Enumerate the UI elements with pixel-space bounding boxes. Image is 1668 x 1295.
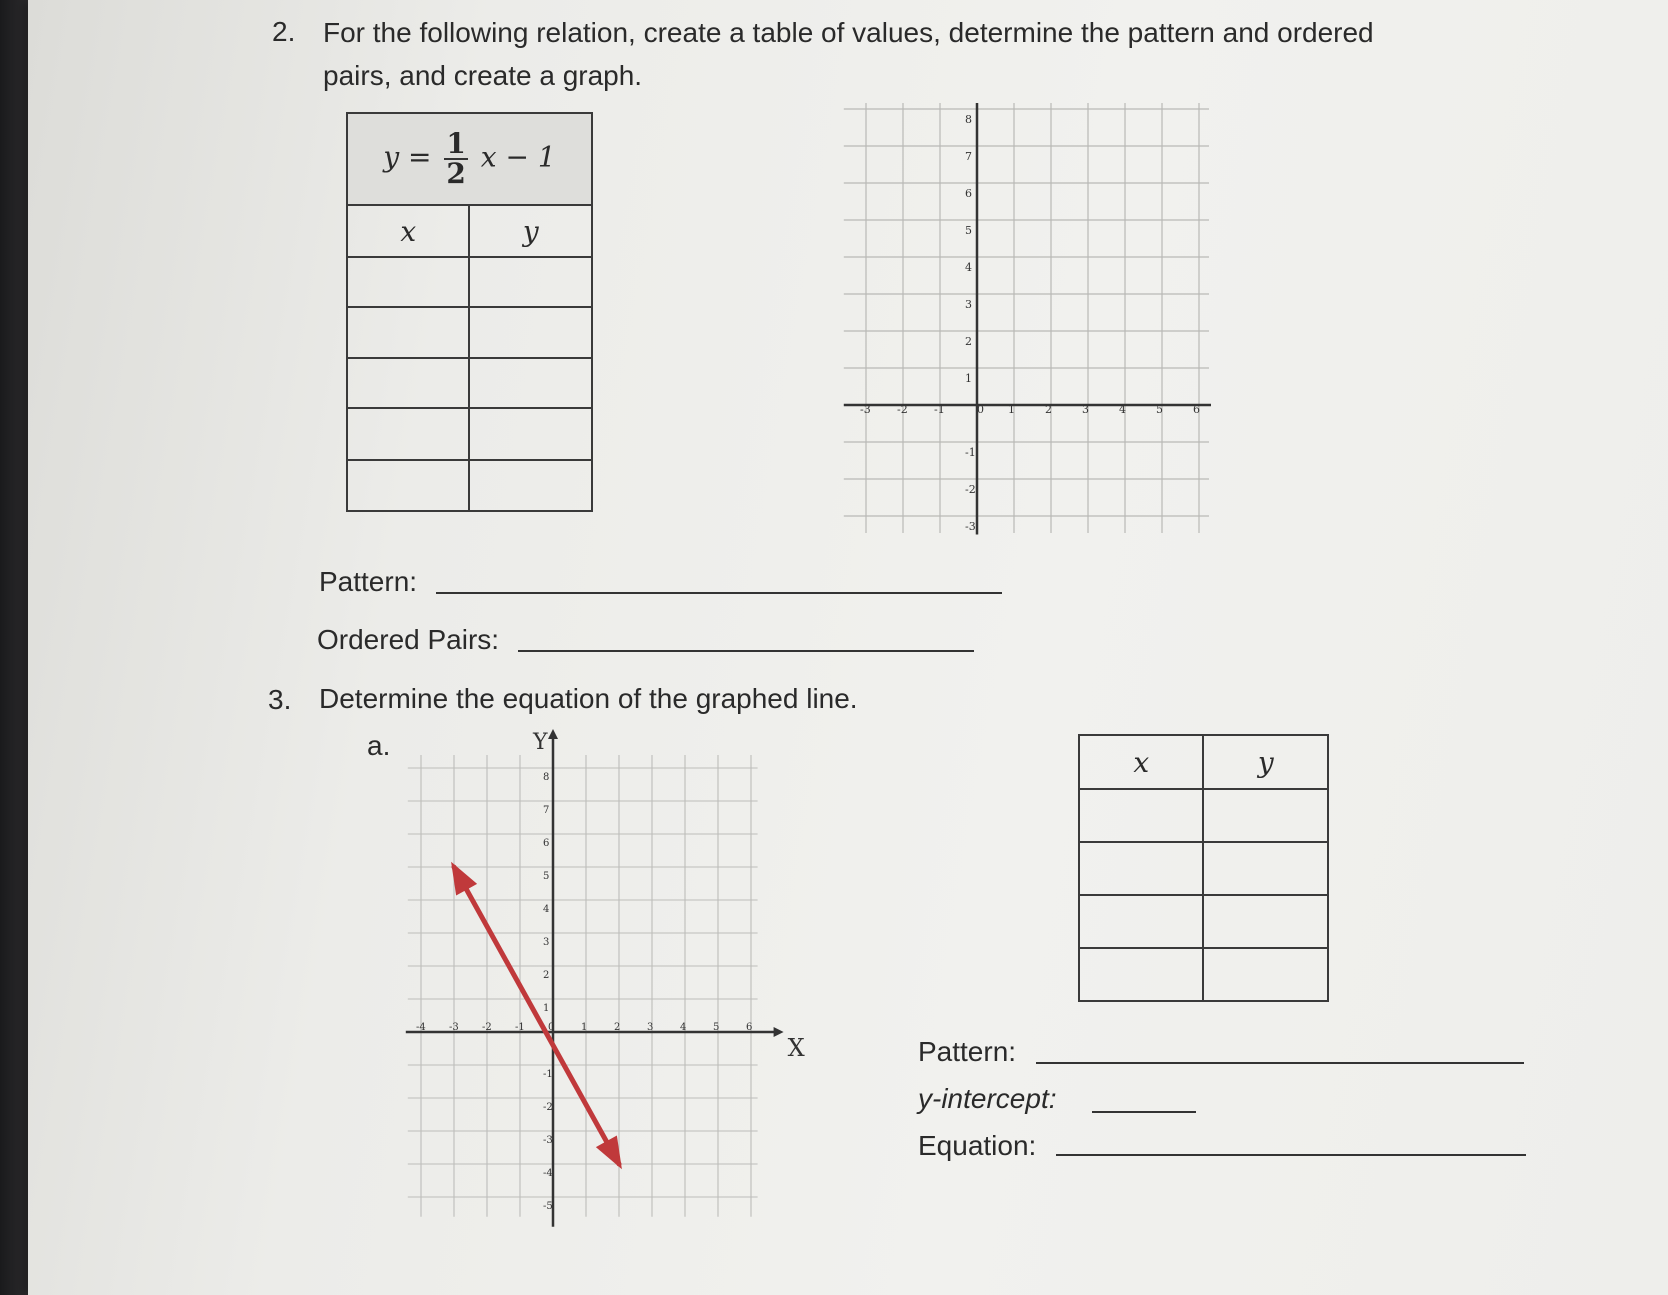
q3-col-header-x: x bbox=[1079, 735, 1203, 789]
q2-cell-y[interactable] bbox=[469, 307, 592, 358]
x-tick-label: 6 bbox=[746, 1022, 753, 1033]
x-tick-label: -4 bbox=[416, 1022, 426, 1033]
q2-cell-x[interactable] bbox=[347, 307, 469, 358]
y-tick-label: 1 bbox=[543, 1003, 550, 1014]
y-tick-label: 6 bbox=[543, 838, 550, 849]
q3-cell-y[interactable] bbox=[1203, 789, 1328, 842]
x-tick-label: -3 bbox=[860, 403, 871, 416]
q3-pattern-label: Pattern: bbox=[918, 1036, 1017, 1067]
graphed-line bbox=[454, 867, 619, 1164]
x-tick-label: 4 bbox=[1119, 403, 1126, 416]
q2-cell-y[interactable] bbox=[469, 408, 592, 460]
y-tick-label: -5 bbox=[543, 1201, 553, 1212]
x-tick-label: -3 bbox=[449, 1022, 459, 1033]
y-tick-label: 2 bbox=[543, 970, 550, 981]
y-tick-label: -1 bbox=[965, 446, 976, 459]
q3-equation-answer-line[interactable] bbox=[1056, 1154, 1526, 1156]
q2-cell-x[interactable] bbox=[347, 408, 469, 460]
x-tick-label: 0 bbox=[977, 403, 984, 416]
q3-col-header-y: y bbox=[1203, 735, 1328, 789]
q3-table-of-values bbox=[1078, 734, 1329, 1002]
x-tick-label: 1 bbox=[581, 1022, 588, 1033]
x-axis-label: X bbox=[787, 1034, 805, 1062]
q2-cell-y[interactable] bbox=[469, 358, 592, 408]
x-tick-label: 5 bbox=[1156, 403, 1163, 416]
q2-ordered-pairs-label: Ordered Pairs: bbox=[317, 624, 500, 655]
question-2-number: 2. bbox=[272, 16, 296, 47]
q3-equation-label: Equation: bbox=[918, 1130, 1037, 1161]
y-tick-label: -2 bbox=[965, 483, 976, 496]
q3-cell-x[interactable] bbox=[1079, 895, 1203, 948]
q3-line-graph bbox=[400, 725, 810, 1240]
y-tick-label: 3 bbox=[965, 298, 972, 311]
q2-col-header-y: y bbox=[469, 205, 592, 257]
x-tick-label: 2 bbox=[1045, 403, 1052, 416]
q2-pattern-answer-line[interactable] bbox=[436, 592, 1002, 594]
y-tick-label: 4 bbox=[965, 261, 972, 274]
x-tick-label: 6 bbox=[1193, 403, 1200, 416]
q2-fraction-denominator: 2 bbox=[446, 157, 466, 190]
y-tick-label: 2 bbox=[965, 335, 972, 348]
x-tick-label: -1 bbox=[934, 403, 945, 416]
q3-cell-x[interactable] bbox=[1079, 842, 1203, 895]
x-tick-label: 2 bbox=[614, 1022, 621, 1033]
q3-y-intercept-answer-line[interactable] bbox=[1092, 1111, 1196, 1113]
y-tick-label: -1 bbox=[543, 1069, 553, 1080]
y-tick-label: 6 bbox=[965, 187, 972, 200]
y-axis-arrowhead bbox=[548, 729, 558, 739]
x-tick-label: 1 bbox=[1008, 403, 1015, 416]
y-tick-label: 7 bbox=[965, 150, 972, 163]
y-tick-label: -3 bbox=[543, 1135, 553, 1146]
question-2-text-line2: pairs, and create a graph. bbox=[323, 60, 643, 91]
y-tick-label: -4 bbox=[543, 1168, 553, 1179]
y-tick-label: 8 bbox=[543, 772, 550, 783]
q2-equation-lhs: y = bbox=[383, 140, 432, 174]
y-tick-label: 5 bbox=[543, 871, 550, 882]
q2-equation-cell bbox=[347, 113, 592, 205]
y-tick-label: 7 bbox=[543, 805, 550, 816]
q2-cell-x[interactable] bbox=[347, 358, 469, 408]
y-tick-label: 1 bbox=[965, 372, 972, 385]
q2-cell-y[interactable] bbox=[469, 257, 592, 307]
y-tick-label: -2 bbox=[543, 1102, 553, 1113]
q2-coordinate-grid[interactable] bbox=[840, 95, 1230, 545]
q3-cell-x[interactable] bbox=[1079, 789, 1203, 842]
x-tick-label: -1 bbox=[515, 1022, 525, 1033]
y-tick-label: 3 bbox=[543, 937, 550, 948]
x-tick-label: 3 bbox=[647, 1022, 654, 1033]
q2-pattern-label: Pattern: bbox=[319, 566, 418, 597]
x-tick-label: -2 bbox=[482, 1022, 492, 1033]
question-3-text: Determine the equation of the graphed line. bbox=[319, 683, 858, 714]
q2-ordered-pairs-answer-line[interactable] bbox=[518, 650, 974, 652]
x-tick-label: 0 bbox=[548, 1022, 555, 1033]
y-tick-label: 4 bbox=[543, 904, 550, 915]
question-2-text-line1: For the following relation, create a table of values, determine the pattern and ordered bbox=[323, 17, 1374, 48]
q3-part-a-label: a. bbox=[367, 730, 391, 761]
y-axis-label: Y bbox=[533, 730, 548, 755]
q3-cell-y[interactable] bbox=[1203, 842, 1328, 895]
q2-table-of-values bbox=[346, 112, 593, 512]
q2-col-header-x: x bbox=[347, 205, 469, 257]
q2-fraction-numerator: 1 bbox=[446, 127, 466, 160]
q3-cell-x[interactable] bbox=[1079, 948, 1203, 1001]
q2-equation-fraction bbox=[444, 127, 467, 190]
q3-cell-y[interactable] bbox=[1203, 895, 1328, 948]
x-tick-label: 4 bbox=[680, 1022, 687, 1033]
x-tick-label: 3 bbox=[1082, 403, 1089, 416]
question-3-number: 3. bbox=[268, 684, 292, 715]
q2-cell-x[interactable] bbox=[347, 257, 469, 307]
y-tick-label: 8 bbox=[965, 113, 972, 126]
x-tick-label: 5 bbox=[713, 1022, 720, 1033]
q2-cell-y[interactable] bbox=[469, 460, 592, 511]
y-tick-label: 5 bbox=[965, 224, 972, 237]
y-tick-label: -3 bbox=[965, 520, 976, 533]
x-tick-label: -2 bbox=[897, 403, 908, 416]
q3-pattern-answer-line[interactable] bbox=[1036, 1062, 1524, 1064]
q3-cell-y[interactable] bbox=[1203, 948, 1328, 1001]
q2-cell-x[interactable] bbox=[347, 460, 469, 511]
x-axis-arrowhead bbox=[774, 1027, 784, 1037]
q3-y-intercept-label: y-intercept: bbox=[918, 1083, 1057, 1114]
q2-equation-rhs: x − 1 bbox=[480, 140, 556, 174]
